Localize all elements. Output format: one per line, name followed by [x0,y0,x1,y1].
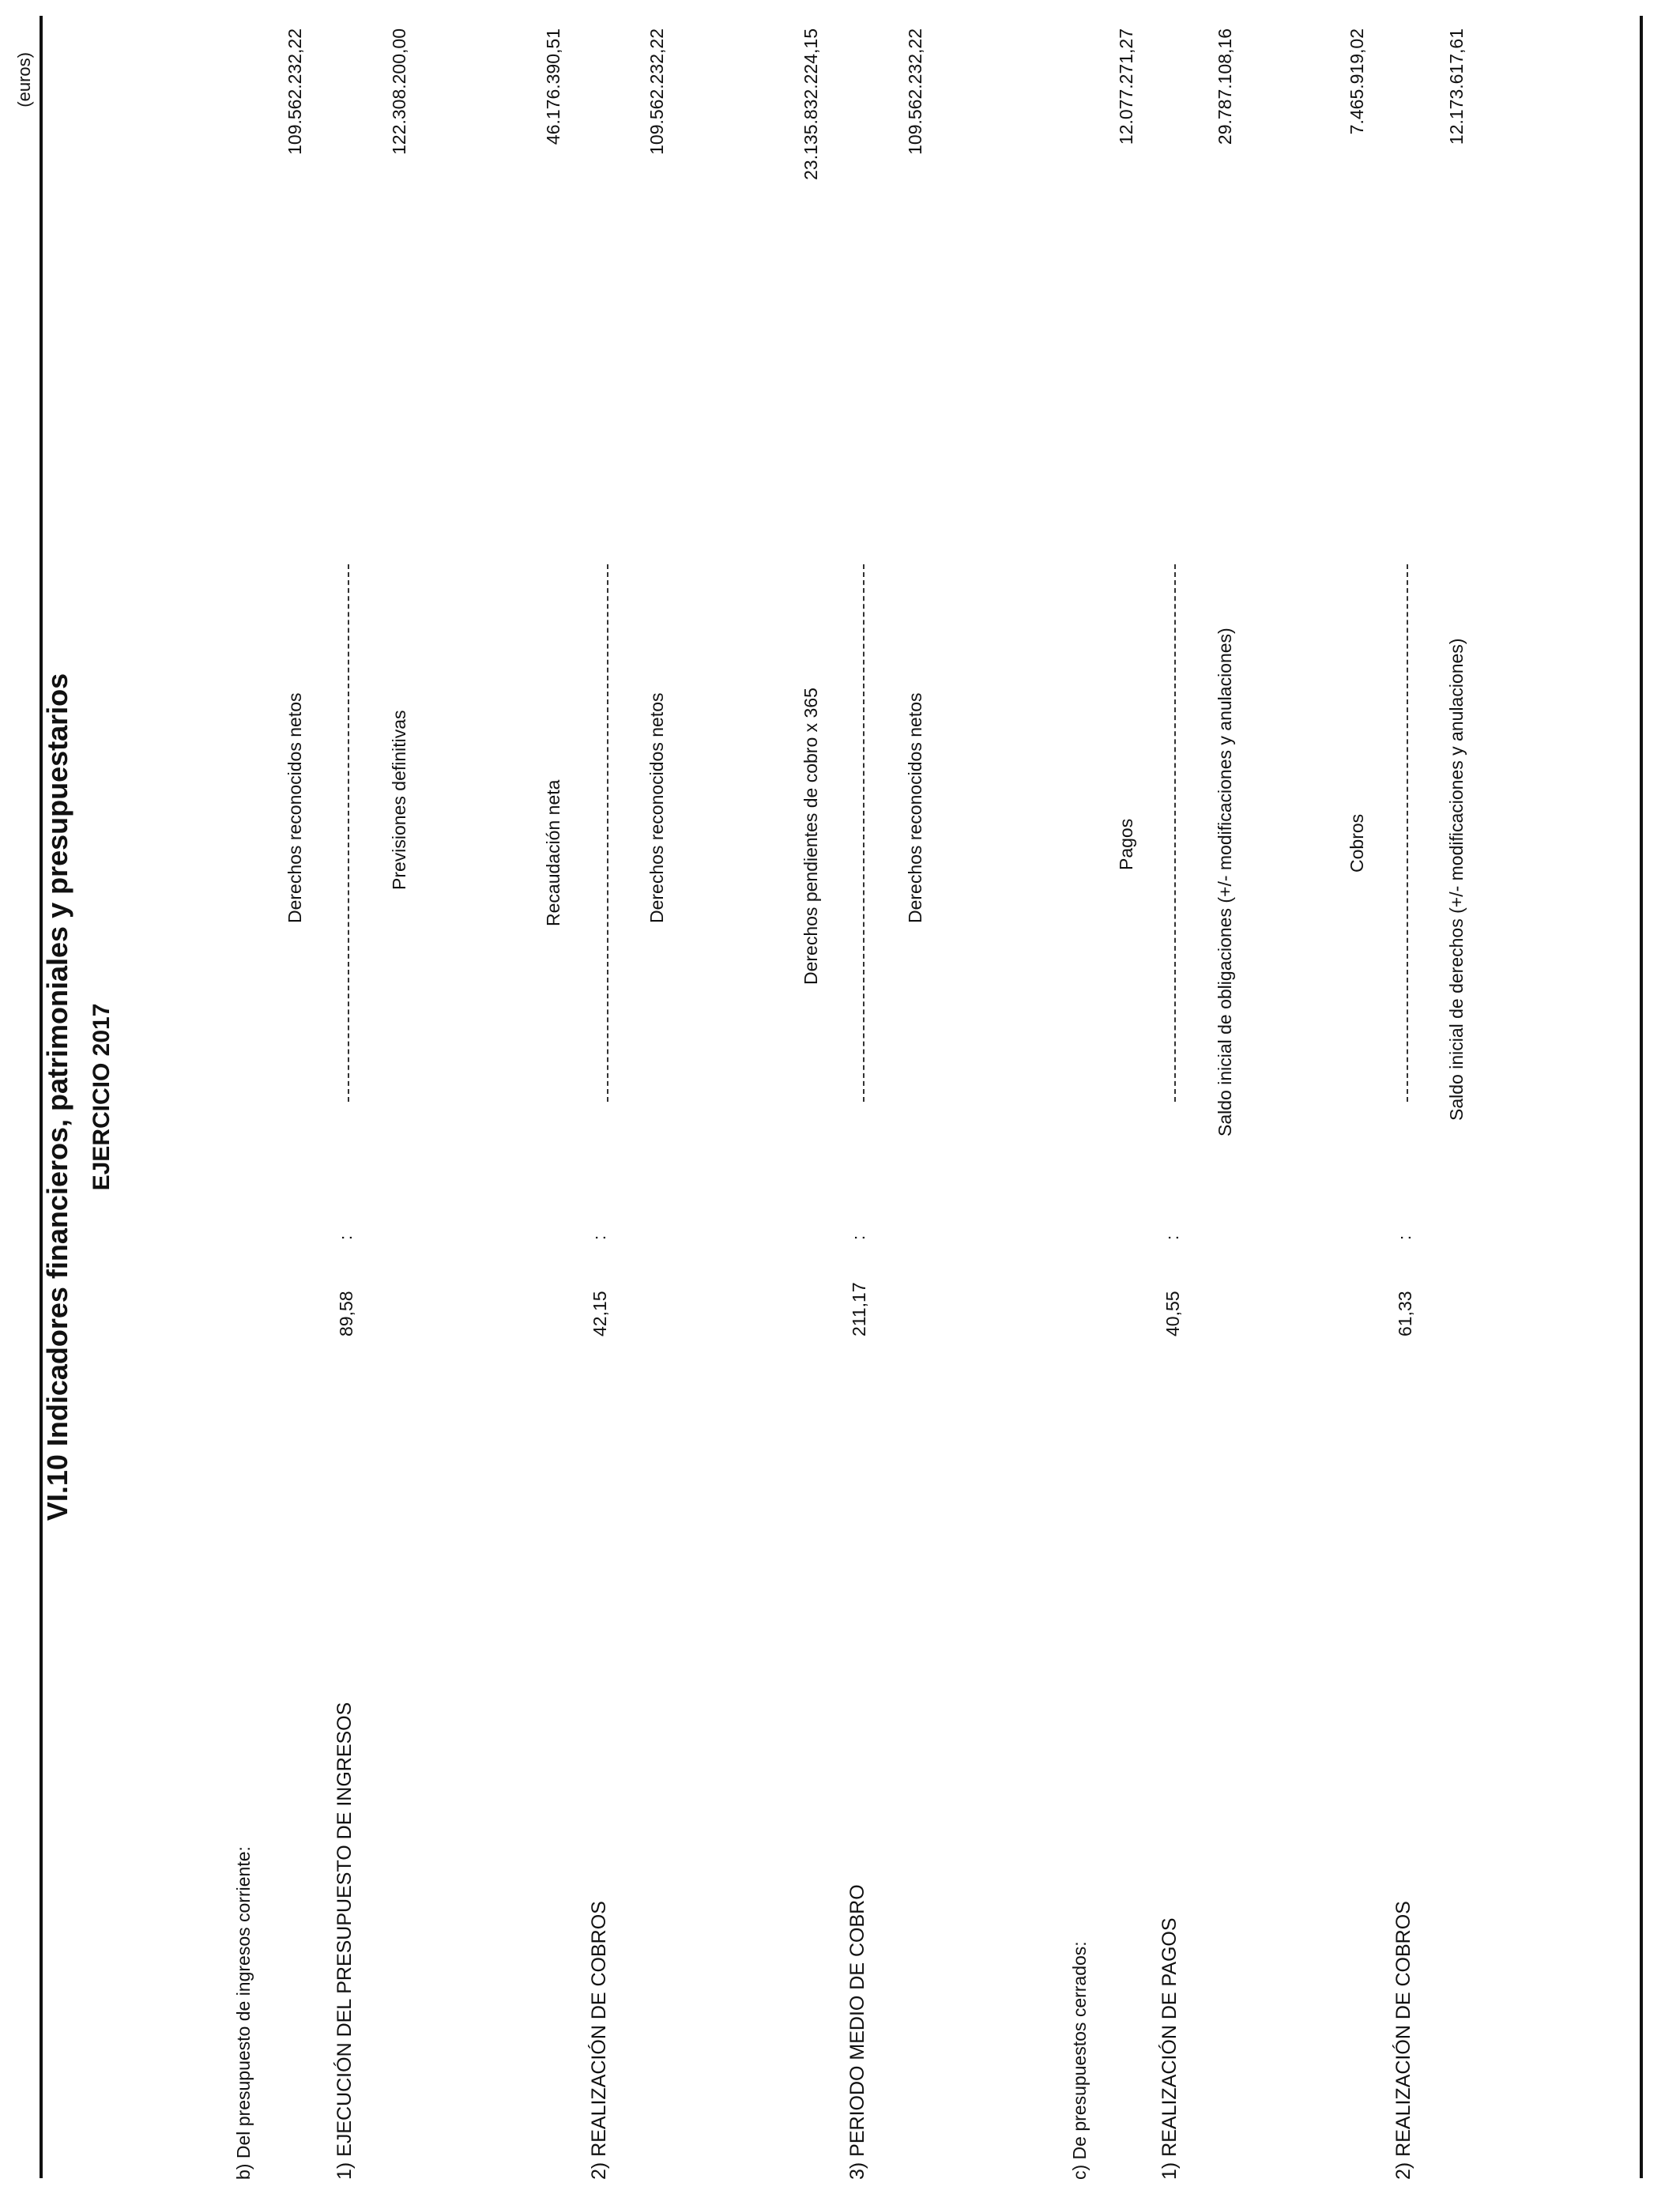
indicator-value: 42,15 [590,1291,610,1336]
fraction-line [1174,564,1176,1102]
denominator-text: Derechos reconocidos netos [905,692,925,923]
indicator-label: 1) REALIZACIÓN DE PAGOS [1158,1917,1181,2180]
denominator-amount: 109.562.232,22 [905,28,925,155]
colon-separator: : [849,1235,868,1240]
fraction-line [1407,564,1408,1102]
indicator-label: 3) PERIODO MEDIO DE COBRO [846,1884,868,2180]
colon-separator: : [336,1235,356,1240]
section-cerrados: c) De presupuestos cerrados: [1069,1941,1090,2180]
page-subtitle: EJERCICIO 2017 [89,1003,115,1191]
fraction-line [348,564,349,1102]
numerator-text: Derechos reconocidos netos [284,692,305,923]
denominator-amount: 29.787.108,16 [1215,28,1235,145]
indicator-label: 2) REALIZACIÓN DE COBROS [588,1901,610,2180]
denominator-amount: 12.173.617,61 [1446,28,1467,145]
denominator-text: Previsiones definitivas [389,710,409,890]
numerator-amount: 7.465.919,02 [1347,28,1367,135]
colon-separator: : [590,1235,609,1240]
numerator-amount: 23.135.832.224,15 [800,28,821,180]
page-title: VI.10 Indicadores financieros, patrimoniales y presupuestarios [41,673,73,1521]
indicator-label: 1) EJECUCIÓN DEL PRESUPUESTO DE INGRESOS [333,1702,356,2180]
numerator-amount: 109.562.232,22 [284,28,305,155]
indicator-value: 211,17 [849,1282,869,1336]
denominator-text: Derechos reconocidos netos [646,692,667,923]
denominator-amount: 109.562.232,22 [646,28,667,155]
colon-separator: : [1395,1235,1414,1240]
indicator-value: 89,58 [336,1291,356,1336]
colon-separator: : [1162,1235,1182,1240]
numerator-text: Cobros [1347,813,1367,873]
fraction-line [863,564,864,1102]
numerator-text: Recaudación neta [543,779,563,926]
indicator-value: 61,33 [1395,1291,1415,1336]
denominator-text: Saldo inicial de obligaciones (+/- modificaciones y anulaciones) [1215,628,1235,1137]
denominator-amount: 122.308.200,00 [389,28,409,155]
indicator-label: 2) REALIZACIÓN DE COBROS [1392,1901,1414,2180]
header-rule [40,16,43,2178]
denominator-text: Saldo inicial de derechos (+/- modificaciones y anulaciones) [1446,638,1467,1121]
footer-rule [1640,16,1643,2178]
numerator-text: Pagos [1116,818,1136,870]
section-ingresos-corriente: b) Del presupuesto de ingresos corriente: [233,1846,254,2180]
numerator-text: Derechos pendientes de cobro x 365 [800,688,821,985]
unit-label: (euros) [14,52,34,107]
numerator-amount: 12.077.271,27 [1116,28,1136,145]
fraction-line [607,564,608,1102]
indicator-value: 40,55 [1162,1291,1183,1336]
numerator-amount: 46.176.390,51 [543,28,563,145]
